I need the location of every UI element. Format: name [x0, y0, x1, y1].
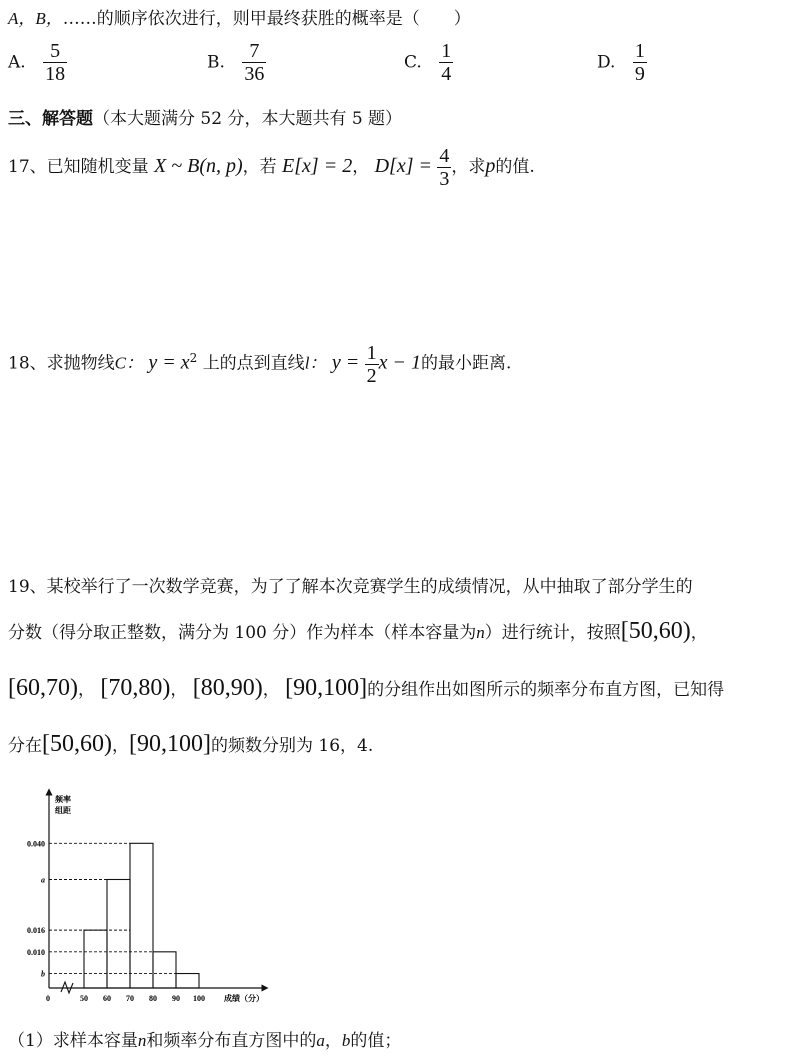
- x-tick-label: 90: [172, 994, 180, 1003]
- option-label: A.: [8, 52, 26, 73]
- option-fraction: $\frac{5}{18}$: [45, 40, 66, 85]
- option-b[interactable]: [207, 40, 266, 85]
- x-axis-label: 成绩（分）: [224, 994, 264, 1003]
- origin-label: 0: [46, 994, 50, 1003]
- y-tick-label: 0.016: [27, 926, 45, 936]
- y-axis-label-top: 频率: [55, 795, 71, 804]
- histogram-bar: [130, 843, 153, 988]
- option-label: D.: [597, 52, 616, 73]
- y-tick-label: 0.010: [27, 947, 45, 957]
- histogram-bar: [84, 930, 107, 988]
- half-fraction: $\frac{1}{2}$: [366, 341, 377, 387]
- option-fraction: $\frac{1}{9}$: [634, 40, 645, 85]
- question-stem-tail: [8, 4, 471, 29]
- option-fraction: $\frac{1}{4}$: [441, 40, 452, 85]
- question-number: 18、: [8, 353, 47, 374]
- option-d[interactable]: [597, 40, 647, 85]
- x-tick-label: 100: [193, 994, 205, 1003]
- axis-break-mark: [61, 982, 73, 993]
- option-c[interactable]: [404, 40, 453, 85]
- section-header: [8, 104, 402, 129]
- sub-question-1: （1）求样本容量n和频率分布直方图中的a，b的值；: [8, 1031, 402, 1051]
- option-label: C.: [404, 52, 422, 73]
- question-17: 17、已知随机变量 X ~ B(n, p)，若 E[x] = 2， D[x] = $\frac{4}{3}$ ，求p的值.: [8, 145, 535, 190]
- histogram-bar: [153, 952, 176, 988]
- frequency-histogram: [0, 780, 300, 1010]
- y-tick-label: b: [41, 969, 45, 979]
- question-19-line-1: 19、某校举行了一次数学竞赛，为了了解本次竞赛学生的成绩情况，从中抽取了部分学生的: [8, 577, 693, 597]
- stem-text: ……的顺序依次进行，则甲最终获胜的概率是（ ）: [62, 9, 471, 29]
- question-19-line-3: [60,70)， [70,80)， [80,90)， [90,100]的分组作出如图所示的频率分布直方图，已知得: [8, 675, 725, 701]
- question-19-line-2: 分数（得分取正整数，满分为 100 分）作为样本（样本容量为n）进行统计，按照[50,60)，: [8, 618, 708, 644]
- option-a[interactable]: [8, 40, 67, 85]
- option-fraction: $\frac{7}{36}$: [244, 40, 265, 85]
- stem-vars: A，B，: [8, 9, 63, 28]
- y-tick-label: 0.040: [27, 839, 45, 849]
- x-tick-label: 70: [126, 994, 134, 1003]
- x-tick-label: 50: [80, 994, 88, 1003]
- section-note: （本大题满分 52 分，本大题共有 5 题）: [93, 109, 403, 129]
- x-tick-label: 60: [103, 994, 111, 1003]
- histogram-bar: [176, 974, 199, 988]
- question-19-line-4: 分在[50,60)，[90,100]的频数分别为 16，4.: [8, 731, 374, 757]
- variance-fraction: $\frac{4}{3}$: [439, 145, 450, 190]
- y-axis-label-bottom: 组距: [55, 806, 71, 815]
- section-title: 三、解答题: [8, 109, 93, 129]
- question-number: 17、: [8, 157, 47, 177]
- x-tick-label: 80: [149, 994, 157, 1003]
- question-18: 18、求抛物线C： $y = x^2$ 上的点到直线l： y = $\frac{1}{2}$ x − 1的最小距离.: [8, 341, 512, 387]
- option-label: B.: [207, 52, 225, 73]
- y-tick-label: a: [41, 875, 45, 885]
- histogram-bar: [107, 879, 130, 988]
